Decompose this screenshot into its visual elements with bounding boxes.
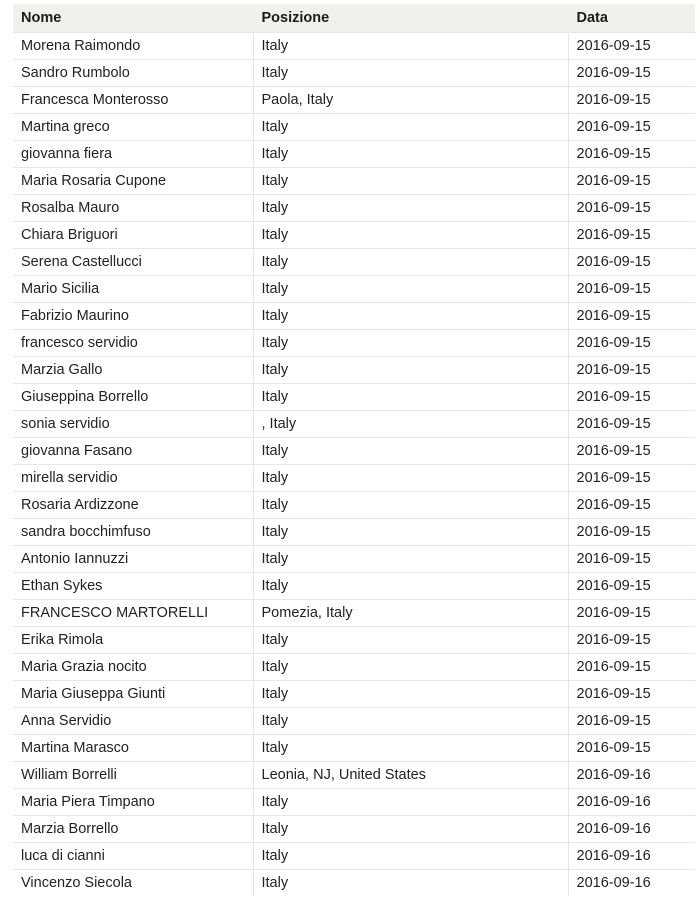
cell-posizione: Italy	[253, 60, 568, 87]
table-row	[13, 492, 695, 519]
cell-data: 2016-09-15	[568, 87, 695, 114]
table-row	[13, 816, 695, 843]
table-row	[13, 195, 695, 222]
table-row	[13, 249, 695, 276]
table-row	[13, 843, 695, 870]
header-row	[13, 4, 695, 33]
signatures-table	[13, 4, 695, 896]
cell-posizione: Italy	[253, 843, 568, 870]
cell-nome: Sandro Rumbolo	[13, 60, 253, 87]
cell-data: 2016-09-15	[568, 195, 695, 222]
cell-nome: Maria Piera Timpano	[13, 789, 253, 816]
cell-nome: Erika Rimola	[13, 627, 253, 654]
cell-posizione: Italy	[253, 870, 568, 897]
table-row	[13, 168, 695, 195]
cell-nome: FRANCESCO MARTORELLI	[13, 600, 253, 627]
cell-posizione: Italy	[253, 438, 568, 465]
cell-data: 2016-09-15	[568, 627, 695, 654]
cell-data: 2016-09-15	[568, 33, 695, 60]
cell-data: 2016-09-15	[568, 600, 695, 627]
cell-data: 2016-09-15	[568, 546, 695, 573]
cell-data: 2016-09-15	[568, 141, 695, 168]
cell-posizione: Italy	[253, 816, 568, 843]
table-row	[13, 465, 695, 492]
cell-nome: Marzia Gallo	[13, 357, 253, 384]
cell-posizione: Italy	[253, 330, 568, 357]
cell-data: 2016-09-15	[568, 276, 695, 303]
cell-data: 2016-09-15	[568, 114, 695, 141]
cell-posizione: Italy	[253, 168, 568, 195]
cell-data: 2016-09-16	[568, 843, 695, 870]
cell-nome: Morena Raimondo	[13, 33, 253, 60]
cell-posizione: Italy	[253, 195, 568, 222]
cell-data: 2016-09-15	[568, 681, 695, 708]
cell-nome: sonia servidio	[13, 411, 253, 438]
cell-posizione: Italy	[253, 357, 568, 384]
table-row	[13, 141, 695, 168]
cell-data: 2016-09-16	[568, 789, 695, 816]
cell-posizione: Italy	[253, 735, 568, 762]
table-row	[13, 789, 695, 816]
cell-posizione: Italy	[253, 222, 568, 249]
cell-posizione: Italy	[253, 384, 568, 411]
cell-nome: Francesca Monterosso	[13, 87, 253, 114]
cell-nome: William Borrelli	[13, 762, 253, 789]
cell-data: 2016-09-15	[568, 168, 695, 195]
cell-nome: Fabrizio Maurino	[13, 303, 253, 330]
cell-data: 2016-09-15	[568, 465, 695, 492]
cell-data: 2016-09-15	[568, 222, 695, 249]
cell-data: 2016-09-15	[568, 411, 695, 438]
cell-posizione: Italy	[253, 303, 568, 330]
cell-posizione: Italy	[253, 492, 568, 519]
cell-nome: Martina greco	[13, 114, 253, 141]
cell-data: 2016-09-15	[568, 708, 695, 735]
cell-data: 2016-09-16	[568, 870, 695, 897]
table-body	[13, 33, 695, 897]
table-row	[13, 330, 695, 357]
cell-posizione: Italy	[253, 276, 568, 303]
cell-data: 2016-09-15	[568, 573, 695, 600]
cell-nome: luca di cianni	[13, 843, 253, 870]
cell-posizione: Italy	[253, 789, 568, 816]
cell-nome: giovanna fiera	[13, 141, 253, 168]
cell-data: 2016-09-15	[568, 735, 695, 762]
cell-nome: Marzia Borrello	[13, 816, 253, 843]
cell-posizione: , Italy	[253, 411, 568, 438]
cell-posizione: Italy	[253, 465, 568, 492]
table-row	[13, 33, 695, 60]
cell-nome: giovanna Fasano	[13, 438, 253, 465]
cell-data: 2016-09-16	[568, 816, 695, 843]
column-header-nome: Nome	[13, 4, 253, 33]
cell-nome: Rosaria Ardizzone	[13, 492, 253, 519]
cell-data: 2016-09-15	[568, 60, 695, 87]
cell-posizione: Italy	[253, 573, 568, 600]
cell-data: 2016-09-15	[568, 438, 695, 465]
table-row	[13, 600, 695, 627]
table-row	[13, 60, 695, 87]
cell-data: 2016-09-16	[568, 762, 695, 789]
cell-data: 2016-09-15	[568, 384, 695, 411]
cell-posizione: Italy	[253, 33, 568, 60]
table-row	[13, 303, 695, 330]
cell-posizione: Italy	[253, 519, 568, 546]
cell-nome: Rosalba Mauro	[13, 195, 253, 222]
cell-data: 2016-09-15	[568, 492, 695, 519]
table-row	[13, 438, 695, 465]
table-row	[13, 681, 695, 708]
cell-posizione: Italy	[253, 546, 568, 573]
cell-posizione: Leonia, NJ, United States	[253, 762, 568, 789]
column-header-data: Data	[568, 4, 695, 33]
cell-data: 2016-09-15	[568, 249, 695, 276]
cell-nome: Anna Servidio	[13, 708, 253, 735]
cell-data: 2016-09-15	[568, 357, 695, 384]
table-row	[13, 519, 695, 546]
cell-nome: mirella servidio	[13, 465, 253, 492]
cell-nome: Chiara Briguori	[13, 222, 253, 249]
cell-posizione: Italy	[253, 708, 568, 735]
table-row	[13, 357, 695, 384]
cell-nome: Maria Rosaria Cupone	[13, 168, 253, 195]
table-row	[13, 735, 695, 762]
table-row	[13, 87, 695, 114]
table-row	[13, 114, 695, 141]
cell-nome: Martina Marasco	[13, 735, 253, 762]
table-row	[13, 222, 695, 249]
cell-posizione: Pomezia, Italy	[253, 600, 568, 627]
cell-nome: Serena Castellucci	[13, 249, 253, 276]
column-header-posizione: Posizione	[253, 4, 568, 33]
signatures-table-container	[13, 4, 695, 896]
table-row	[13, 384, 695, 411]
cell-posizione: Italy	[253, 249, 568, 276]
cell-data: 2016-09-15	[568, 654, 695, 681]
table-row	[13, 276, 695, 303]
table-row	[13, 762, 695, 789]
table-row	[13, 546, 695, 573]
cell-data: 2016-09-15	[568, 519, 695, 546]
cell-nome: Giuseppina Borrello	[13, 384, 253, 411]
cell-posizione: Italy	[253, 681, 568, 708]
cell-nome: Mario Sicilia	[13, 276, 253, 303]
table-row	[13, 573, 695, 600]
cell-nome: Maria Giuseppa Giunti	[13, 681, 253, 708]
cell-posizione: Italy	[253, 654, 568, 681]
cell-posizione: Italy	[253, 114, 568, 141]
table-row	[13, 654, 695, 681]
cell-posizione: Italy	[253, 141, 568, 168]
cell-posizione: Paola, Italy	[253, 87, 568, 114]
table-row	[13, 411, 695, 438]
cell-nome: Vincenzo Siecola	[13, 870, 253, 897]
table-row	[13, 627, 695, 654]
cell-nome: francesco servidio	[13, 330, 253, 357]
cell-nome: Ethan Sykes	[13, 573, 253, 600]
cell-nome: Maria Grazia nocito	[13, 654, 253, 681]
table-row	[13, 870, 695, 897]
cell-nome: sandra bocchimfuso	[13, 519, 253, 546]
cell-data: 2016-09-15	[568, 330, 695, 357]
cell-posizione: Italy	[253, 627, 568, 654]
cell-nome: Antonio Iannuzzi	[13, 546, 253, 573]
table-row	[13, 708, 695, 735]
table-header	[13, 4, 695, 33]
cell-data: 2016-09-15	[568, 303, 695, 330]
